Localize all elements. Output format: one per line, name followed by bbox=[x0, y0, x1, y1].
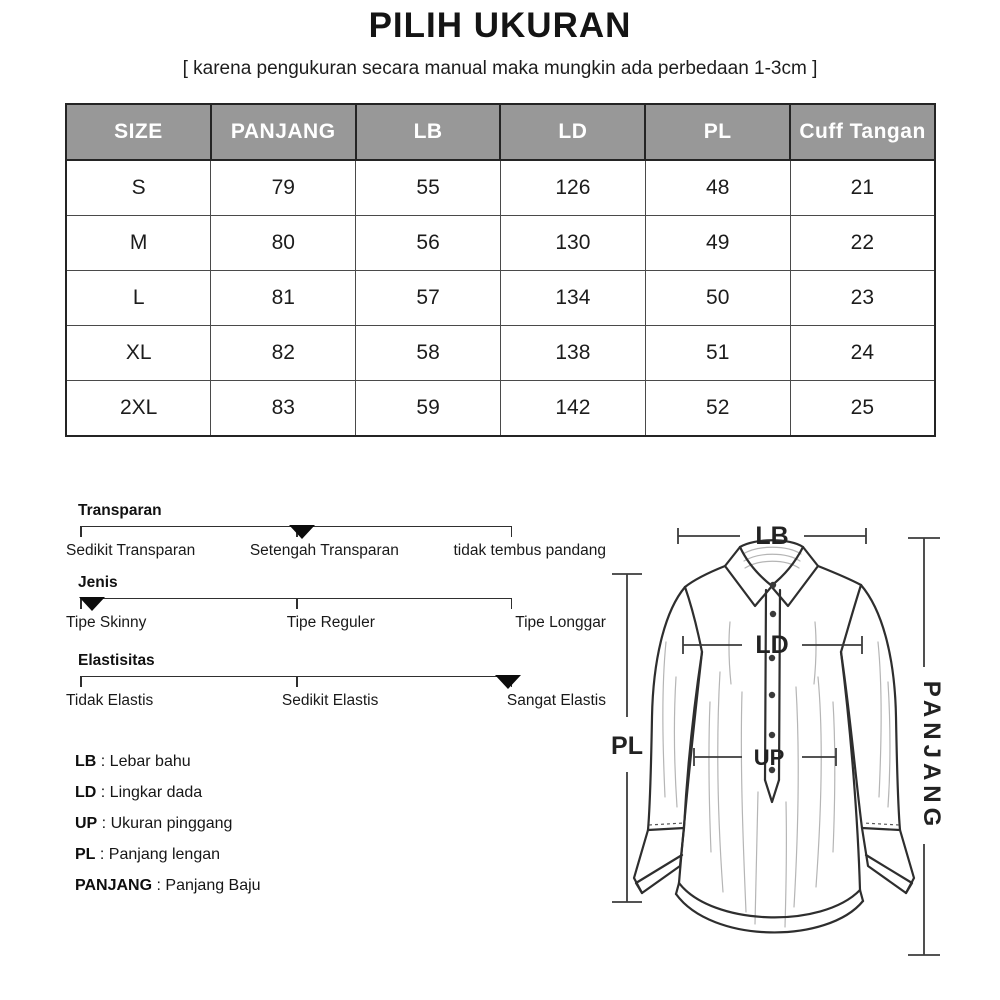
cell: 24 bbox=[790, 326, 935, 381]
label-ld: LD bbox=[755, 631, 789, 659]
marker-triangle-icon bbox=[79, 597, 105, 611]
attr-option: Setengah Transparan bbox=[249, 542, 399, 559]
shirt-collar bbox=[725, 540, 818, 606]
attr-option: Sedikit Elastis bbox=[281, 692, 379, 709]
legend-desc: Lebar bahu bbox=[109, 753, 191, 770]
attr-scale-line bbox=[80, 676, 512, 689]
abbreviation-legend bbox=[75, 753, 261, 908]
header-pl: PL bbox=[645, 104, 790, 160]
button bbox=[769, 732, 775, 738]
cell: 51 bbox=[645, 326, 790, 381]
marker-triangle-icon bbox=[495, 675, 521, 689]
legend-item bbox=[75, 815, 261, 833]
header-size: SIZE bbox=[66, 104, 211, 160]
scale-tick bbox=[511, 527, 513, 537]
scale-tick bbox=[296, 599, 298, 609]
shirt-measurement-diagram bbox=[590, 492, 1000, 997]
attr-group-jenis bbox=[66, 574, 606, 632]
legend-abbr: LD bbox=[75, 784, 97, 801]
cell: L bbox=[66, 271, 211, 326]
attr-option: Tidak Elastis bbox=[66, 692, 154, 709]
page-subtitle: [ karena pengukuran secara manual maka mungkin ada perbedaan 1-3cm ] bbox=[182, 58, 818, 79]
legend-sep: : bbox=[95, 846, 109, 863]
scale-tick bbox=[296, 677, 298, 687]
cell: S bbox=[66, 160, 211, 216]
cell: 56 bbox=[356, 216, 501, 271]
cell: M bbox=[66, 216, 211, 271]
header-cuff-tangan: Cuff Tangan bbox=[790, 104, 935, 160]
attr-option: Sangat Elastis bbox=[506, 692, 606, 709]
label-up: UP bbox=[753, 745, 785, 770]
label-panjang: PANJANG bbox=[918, 680, 945, 832]
cell: 21 bbox=[790, 160, 935, 216]
cell: 142 bbox=[500, 381, 645, 437]
legend-abbr: PL bbox=[75, 846, 96, 863]
attr-option: Tipe Reguler bbox=[286, 614, 375, 631]
marker-triangle-icon bbox=[289, 525, 315, 539]
scale-tick bbox=[511, 599, 513, 609]
attr-title: Elastisitas bbox=[78, 652, 155, 669]
attr-option: Sedikit Transparan bbox=[66, 542, 196, 559]
legend-desc: Lingkar dada bbox=[109, 784, 203, 801]
cell: 79 bbox=[211, 160, 356, 216]
attr-option: Tipe Skinny bbox=[66, 614, 147, 631]
cell: 126 bbox=[500, 160, 645, 216]
cell: 58 bbox=[356, 326, 501, 381]
legend-item bbox=[75, 753, 261, 771]
header-ld: LD bbox=[500, 104, 645, 160]
cell: 25 bbox=[790, 381, 935, 437]
legend-item bbox=[75, 846, 261, 864]
cell: 57 bbox=[356, 271, 501, 326]
legend-item bbox=[75, 784, 261, 802]
measurement-lines bbox=[611, 522, 945, 955]
attr-labels bbox=[66, 692, 606, 710]
attr-labels bbox=[66, 614, 606, 632]
legend-abbr: UP bbox=[75, 815, 98, 832]
cell: 50 bbox=[645, 271, 790, 326]
button bbox=[770, 582, 776, 588]
header-lb: LB bbox=[356, 104, 501, 160]
label-pl: PL bbox=[611, 732, 643, 760]
legend-sep: : bbox=[97, 815, 111, 832]
legend-abbr: PANJANG bbox=[75, 877, 153, 894]
cell: 22 bbox=[790, 216, 935, 271]
scale-tick bbox=[80, 527, 82, 537]
cell: 59 bbox=[356, 381, 501, 437]
table-row bbox=[66, 381, 935, 437]
cell: 52 bbox=[645, 381, 790, 437]
attr-labels bbox=[66, 542, 606, 560]
shirt-sketch bbox=[590, 492, 1000, 997]
button bbox=[769, 692, 775, 698]
attr-title: Transparan bbox=[78, 502, 162, 519]
cell: 134 bbox=[500, 271, 645, 326]
size-table-header-row bbox=[66, 104, 935, 160]
legend-desc: Panjang Baju bbox=[165, 877, 261, 894]
legend-sep: : bbox=[152, 877, 166, 894]
attr-scale-line bbox=[80, 598, 512, 611]
cell: 2XL bbox=[66, 381, 211, 437]
legend-abbr: LB bbox=[75, 753, 97, 770]
attr-option: tidak tembus pandang bbox=[453, 542, 606, 559]
cell: 130 bbox=[500, 216, 645, 271]
attr-option: Tipe Longgar bbox=[515, 614, 606, 631]
legend-item bbox=[75, 877, 261, 895]
header-panjang: PANJANG bbox=[211, 104, 356, 160]
attr-scale-line bbox=[80, 526, 512, 539]
attr-title: Jenis bbox=[78, 574, 118, 591]
cell: 23 bbox=[790, 271, 935, 326]
cell: 48 bbox=[645, 160, 790, 216]
cell: 55 bbox=[356, 160, 501, 216]
cell: 49 bbox=[645, 216, 790, 271]
label-lb: LB bbox=[755, 522, 789, 550]
legend-sep: : bbox=[96, 753, 110, 770]
size-table bbox=[65, 103, 936, 437]
cell: 83 bbox=[211, 381, 356, 437]
legend-desc: Ukuran pinggang bbox=[110, 815, 233, 832]
table-row bbox=[66, 326, 935, 381]
legend-desc: Panjang lengan bbox=[108, 846, 221, 863]
cell: 138 bbox=[500, 326, 645, 381]
page-title: PILIH UKURAN bbox=[368, 6, 632, 45]
table-row bbox=[66, 216, 935, 271]
legend-sep: : bbox=[96, 784, 110, 801]
table-row bbox=[66, 160, 935, 216]
cell: 80 bbox=[211, 216, 356, 271]
attr-group-elastisitas bbox=[66, 652, 606, 710]
cell: XL bbox=[66, 326, 211, 381]
cell: 81 bbox=[211, 271, 356, 326]
button bbox=[770, 611, 776, 617]
attr-group-transparan bbox=[66, 502, 606, 560]
cell: 82 bbox=[211, 326, 356, 381]
scale-tick bbox=[80, 677, 82, 687]
table-row bbox=[66, 271, 935, 326]
